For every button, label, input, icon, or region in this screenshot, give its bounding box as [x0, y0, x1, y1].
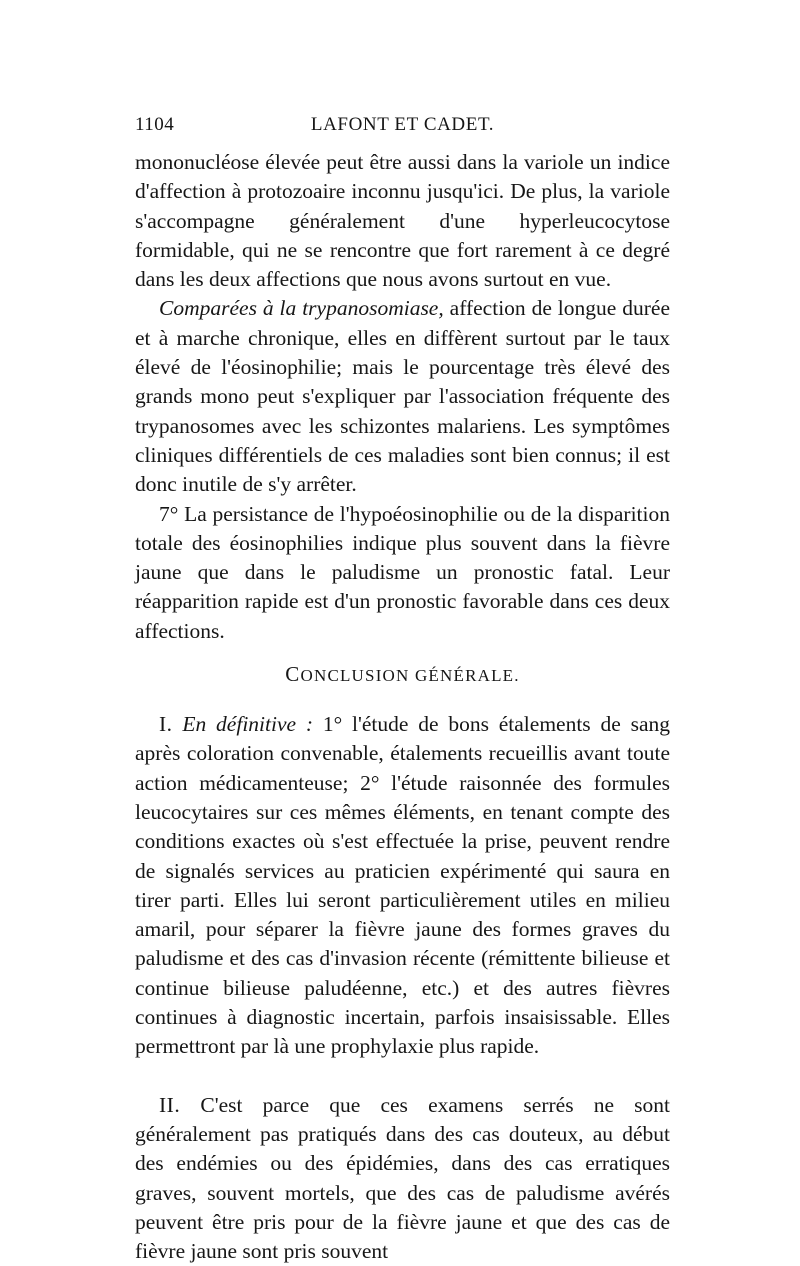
heading-initial: C [285, 662, 301, 687]
running-head: LAFONT ET CADET. [310, 114, 495, 135]
paragraph-text: 1° l'étude de bons étalements de sang après coloration convenable, étalements recueillis avant toute action médicamenteuse; 2° l'étude raisonnée des formules leucocytaires sur ces mêmes éléments, en tenant compte des conditions exactes où s'est effectuée la prise, peuvent rendre de signalés services au praticien expérimenté qui saura en tirer parti. Elles lui seront particulièrement utiles en milieu amaril, pour séparer la fièvre jaune des formes graves du paludisme et des cas d'invasion récente (rémittente bilieuse et continue bilieuse paludéenne, etc.) et des autres fièvres continues à diagnostic incertain, parfois insaisissable. Elles permettront par là une prophylaxie plus rapide. [135, 712, 670, 1059]
section-numeral: I. [159, 712, 173, 737]
paragraph-variole: mononucléose élevée peut être aussi dans la variole un indice d'affection à protozoaire inconnu jusqu'ici. De plus, la variole s'accompagne généralement d'une hyperleucocytose formidable, qui ne se rencontre que fort rarement à ce degré dans les deux affections que nous avons surtout en vue. [135, 150, 670, 292]
paragraph-text: C'est parce que ces examens serrés ne sont généralement pas pratiqués dans des cas douteux, au début des endémies ou des épidémies, dans des cas erratiques graves, souvent mortels, que des cas de paludisme avérés peuvent être pris pour de la fièvre jaune et que des cas de fièvre jaune sont pris souvent [135, 1092, 670, 1264]
paragraph-point-7: 7° La persistance de l'hypoéosinophilie ou de la disparition totale des éosinophilies indique plus souvent dans la fièvre jaune que dans le paludisme un pronostic fatal. Leur réapparition rapide est d'un pronostic favorable dans ces deux affections. [135, 501, 670, 643]
page-number: 1104 [135, 114, 175, 135]
paragraph-trypanosomiase [135, 294, 670, 499]
section-numeral: II. [159, 1092, 181, 1117]
italic-phrase: Comparées à la trypanosomiase, [159, 296, 444, 321]
section-heading [135, 662, 670, 688]
paragraph-text: affection de longue durée et à marche chronique, elles en diffèrent surtout par le taux élevé de l'éosinophilie; mais le pourcentage très élevé des grands mono peut s'expliquer par l'association fréquente des trypanosomes avec les schizontes malariens. Les symptômes cliniques différentiels de ces maladies sont bien connus; il est donc inutile de s'y arrêter. [135, 296, 670, 497]
italic-phrase: En définitive : [182, 712, 314, 737]
body-text [135, 148, 670, 1266]
page-header [135, 114, 670, 144]
heading-rest: ONCLUSION GÉNÉRALE. [300, 666, 520, 686]
conclusion-section-2 [135, 1091, 670, 1266]
conclusion-section-1 [135, 710, 670, 1062]
